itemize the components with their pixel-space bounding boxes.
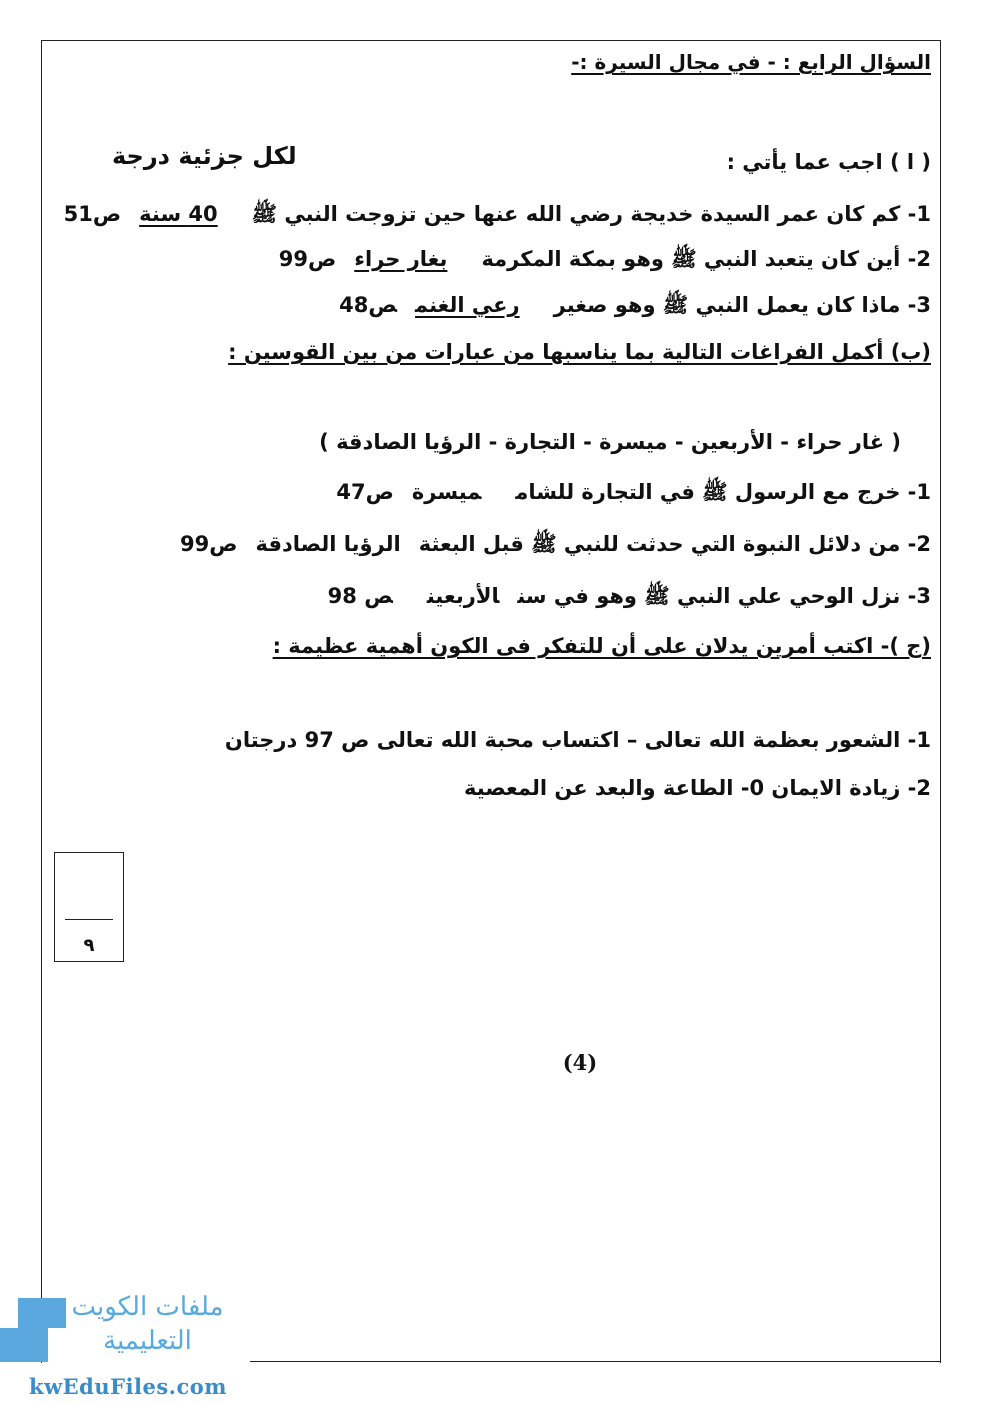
bottom-rule xyxy=(250,1361,941,1362)
question-text: 2- أين كان يتعبد النبي ﷺ وهو بمكة المكرمة xyxy=(481,247,931,271)
answer-text: الأربعين xyxy=(426,584,500,608)
question-text: 1- كم كان عمر السيدة خديجة رضي الله عنها حين تزوجت النبي ﷺ xyxy=(251,202,931,226)
section-a-item-1 xyxy=(64,200,931,228)
question-text: 3- نزل الوحي علي النبي ﷺ وهو في سن xyxy=(517,584,931,608)
section-b-item-3 xyxy=(328,582,931,610)
section-c-item-2: 2- زيادة الايمان 0- الطاعة والبعد عن المعصية xyxy=(464,776,931,800)
section-a-title: ( ا ) اجب عما يأتي : xyxy=(726,150,931,174)
answer-text: بغار حراء xyxy=(354,247,448,271)
page-ref: ص99 xyxy=(180,532,238,556)
section-a-item-3 xyxy=(339,291,931,319)
score-divider xyxy=(65,919,113,920)
page-ref: ص48 xyxy=(339,293,398,317)
question-header: السؤال الرابع : - في مجال السيرة :- xyxy=(571,50,931,74)
question-text: 2- من دلائل النبوة التي حدثت للنبي ﷺ قبل البعثة xyxy=(418,532,931,556)
watermark-line-1: ملفات الكويت xyxy=(71,1292,224,1322)
watermark-url: kwEduFiles.com xyxy=(29,1374,227,1399)
section-b-item-2 xyxy=(180,530,931,558)
question-text: 1- خرج مع الرسول ﷺ في التجارة للشام xyxy=(515,480,931,504)
section-c-title: (ج )- اكتب أمرين يدلان على أن للتفكر فى الكون أهمية عظيمة : xyxy=(272,634,931,658)
page-ref: ص99 xyxy=(278,247,337,271)
answer-text: ميسرة xyxy=(411,480,482,504)
answer-text: الرؤيا الصادقة xyxy=(255,532,401,556)
page-frame xyxy=(41,40,941,1363)
section-a-item-2 xyxy=(279,245,931,273)
score-total: ٩ xyxy=(83,935,95,956)
page-ref: ص51 xyxy=(63,202,122,226)
answer-text: رعي الغنم xyxy=(415,293,520,317)
page-ref: ص 98 xyxy=(327,584,393,608)
watermark-line-2: التعليمية xyxy=(103,1326,192,1356)
watermark-logo xyxy=(0,1290,250,1403)
watermark-text xyxy=(50,1290,245,1358)
section-b-title: (ب) أكمل الفراغات التالية بما يناسبها من عبارات من بين القوسين : xyxy=(228,340,931,364)
section-b-item-1 xyxy=(336,478,931,506)
answer-text: 40 سنة xyxy=(139,202,218,226)
marks-note: لكل جزئية درجة xyxy=(112,142,297,170)
section-c-item-1: 1- الشعور بعظمة الله تعالى – اكتساب محبة الله تعالى ص 97 درجتان xyxy=(224,728,931,752)
page-number: (4) xyxy=(562,1050,598,1075)
page-ref: ص47 xyxy=(336,480,394,504)
options-list: ( غار حراء - الأربعين - ميسرة - التجارة - الرؤيا الصادقة ) xyxy=(319,430,901,454)
score-box xyxy=(54,852,124,962)
question-text: 3- ماذا كان يعمل النبي ﷺ وهو صغير xyxy=(553,293,931,317)
